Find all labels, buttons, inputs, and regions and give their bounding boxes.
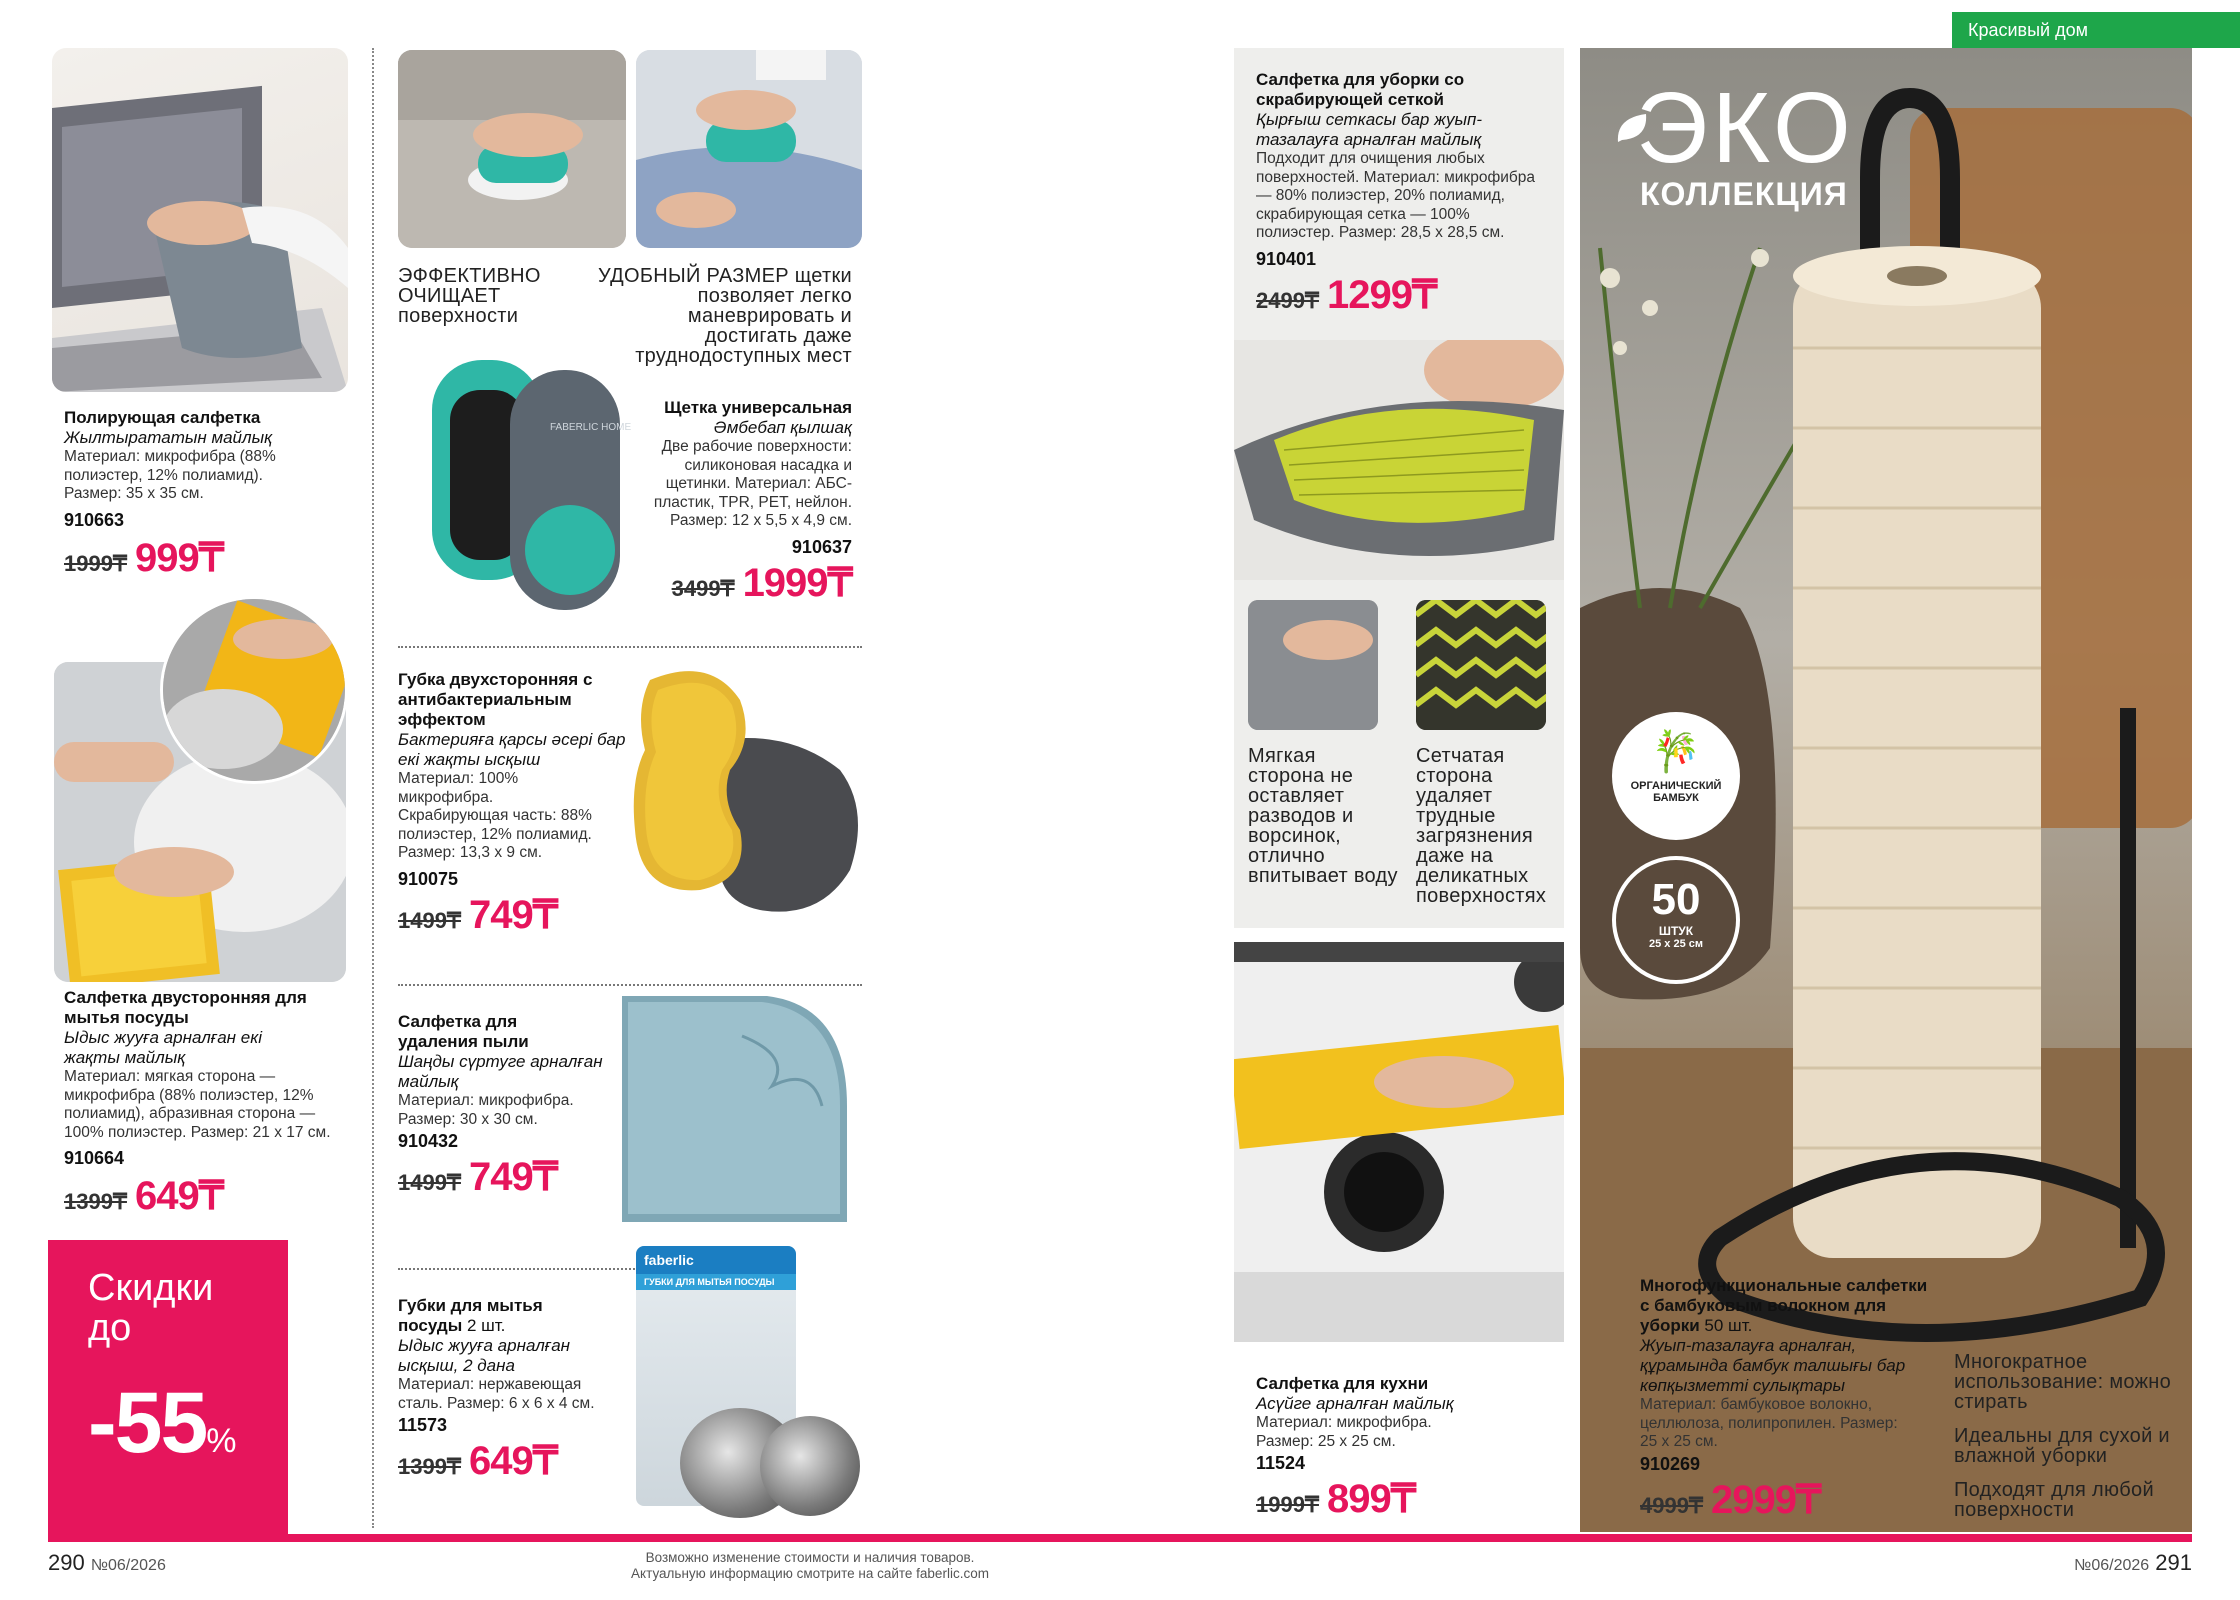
divider-dust	[398, 1268, 638, 1270]
caption-reusable: Многократное использование: можно стирать	[1954, 1351, 2172, 1413]
steel-title	[398, 1296, 578, 1336]
badge-unit: ШТУК	[1658, 924, 1694, 938]
sponge-desc: Материал: 100% микрофибра. Скрабирующая часть: 88% полиэстер, 12% полиамид. Размер: 13,3 x 9 см.	[398, 770, 592, 861]
scrub-cloth-photo	[1234, 340, 1564, 580]
polish-desc: Материал: микрофибра (88% полиэстер, 12% полиамид). Размер: 35 x 35 см.	[64, 448, 276, 502]
footer-left-page	[48, 1550, 166, 1576]
polish-title: Полирующая салфетка	[64, 408, 261, 427]
brush-brand-text: FABERLIC HOME	[550, 422, 632, 433]
steel-kz-title: Ыдыс жууға арналған ысқыш, 2 дана	[398, 1336, 571, 1375]
footer-note-line2: Актуальную информацию смотрите на сайте faberlic.com	[631, 1566, 989, 1581]
kitchen-old-price: 1999₸	[1256, 1492, 1319, 1517]
right-page-number: 291	[2155, 1550, 2192, 1575]
kitchen-stove-photo	[1234, 942, 1564, 1342]
bamboo-title-text: Многофункциональные салфетки с бамбуковым волокном для уборки	[1640, 1276, 1928, 1335]
sponge-product-image	[620, 660, 870, 930]
brush-kz-title: Әмбебап қылшақ	[713, 418, 852, 437]
divider-brush	[398, 646, 862, 648]
polish-code: 910663	[64, 509, 125, 530]
promo-percent: %	[206, 1422, 237, 1460]
sponge-new-price: 749₸	[468, 892, 558, 937]
bamboo-code: 910269	[1640, 1453, 1701, 1474]
left-issue: №06/2026	[90, 1557, 166, 1574]
bamboo-old-price: 4999₸	[1640, 1492, 1703, 1518]
bamboo-kz-title: Жуып-тазалауға арналған, құрамында бамбук талшығы бар көпқызметті сулықтары	[1640, 1336, 1906, 1395]
footer-right-page	[2074, 1550, 2192, 1576]
dish-code: 910664	[64, 1148, 125, 1168]
kitchen-title: Салфетка для кухни	[1256, 1374, 1429, 1393]
bamboo-new-price: 2999₸	[1710, 1477, 1821, 1522]
scrub-title: Салфетка для уборки со скрабирующей сеткой	[1256, 70, 1465, 109]
sponge-old-price: 1499₸	[398, 907, 461, 933]
promo-value: -55	[88, 1375, 207, 1471]
scrub-old-price: 2499₸	[1256, 287, 1319, 313]
sponge-code: 910075	[398, 868, 459, 889]
bamboo-title-suffix: 50 шт.	[1704, 1316, 1753, 1335]
caption-any-surface: Подходят для любой поверхности	[1954, 1479, 2154, 1521]
steel-title-suffix: 2 шт.	[466, 1316, 506, 1335]
eco-word: ЭКО	[1636, 72, 1855, 184]
dust-old-price: 1499₸	[398, 1170, 461, 1195]
steel-new-price: 649₸	[468, 1439, 558, 1483]
sponge-title: Губка двухсторонняя с антибактериальным эффектом	[398, 670, 593, 729]
dish-title: Салфетка двусторонняя для мытья посуды	[64, 988, 307, 1027]
footer-note	[560, 1550, 1060, 1582]
dish-cloth-inset-photo	[160, 596, 348, 784]
organic-bamboo-badge	[1612, 712, 1740, 840]
badge-size: 25 x 25 см	[1648, 938, 1703, 950]
kitchen-code: 11524	[1256, 1453, 1306, 1473]
caption-mesh-side: Сетчатая сторона удаляет трудные загрязнения даже на деликатных поверхностях	[1416, 745, 1547, 907]
dish-kz-title: Ыдыс жууға арналған екі жақты майлық	[64, 1028, 263, 1067]
badge-count: 50	[1651, 875, 1701, 924]
section-tag: Красивый дом	[1952, 12, 2240, 48]
promo-line1: Скидки	[88, 1267, 214, 1309]
caption-soft-side: Мягкая сторона не оставляет разводов и ворсинок, отлично впитывает воду	[1248, 745, 1398, 887]
brush-shirt-photo	[636, 50, 862, 248]
dust-new-price: 749₸	[468, 1155, 558, 1199]
brush-title: Щетка универсальная	[664, 398, 852, 417]
steel-code: 11573	[398, 1415, 448, 1435]
dust-cloth-image	[622, 996, 852, 1222]
count-badge	[1612, 856, 1740, 984]
dust-desc: Материал: микрофибра. Размер: 30 x 30 см.	[398, 1092, 574, 1128]
kitchen-new-price: 899₸	[1326, 1477, 1416, 1521]
dish-new-price: 649₸	[134, 1174, 224, 1218]
bamboo-desc: Материал: бамбуковое волокно, целлюлоза, полипропилен. Размер: 25 x 25 см.	[1640, 1396, 1898, 1450]
scrub-desc: Подходит для очищения любых поверхностей. Материал: микрофибра — 80% полиэстер, 20% полиамид, скрабирующая сетка — 100% полиэстер. Размер: 28,5 x 28,5 см.	[1256, 150, 1535, 241]
promo-line2: до	[88, 1307, 132, 1349]
divider-sponge	[398, 984, 862, 986]
left-page-number: 290	[48, 1550, 85, 1575]
brush-desc: Две рабочие поверхности: силиконовая насадка и щетинки. Материал: АБС-пластик, TPR, PET, нейлон. Размер: 12 x 5,5 x 4,9 см.	[653, 438, 852, 529]
scrub-code: 910401	[1256, 248, 1317, 269]
scrub-new-price: 1299₸	[1326, 272, 1437, 317]
brush-old-price: 3499₸	[671, 575, 735, 601]
discount-promo-box	[48, 1240, 288, 1540]
brush-new-price: 1999₸	[742, 560, 852, 605]
kitchen-desc: Материал: микрофибра. Размер: 25 x 25 см.	[1256, 1414, 1432, 1450]
steel-title-text: Губки для мытья посуды	[398, 1296, 543, 1335]
right-issue: №06/2026	[2074, 1557, 2150, 1574]
eco-collection: КОЛЛЕКЦИЯ	[1640, 176, 1848, 212]
brush-code: 910637	[791, 536, 852, 557]
caption-dry-wet: Идеальны для сухой и влажной уборки	[1954, 1425, 2170, 1467]
kitchen-kz-title: Асүйге арналған майлық	[1256, 1394, 1454, 1413]
polish-cloth-photo	[52, 48, 348, 392]
steel-pack-label: ГУБКИ ДЛЯ МЫТЬЯ ПОСУДЫ	[636, 1274, 796, 1290]
bamboo-leaf-icon: 🎋	[1651, 730, 1701, 774]
steel-old-price: 1399₸	[398, 1454, 461, 1479]
dust-kz-title: Шаңды сүртуге арналған майлық	[398, 1052, 603, 1091]
polish-kz-title: Жылтырататын майлық	[64, 428, 273, 447]
bamboo-title	[1640, 1276, 1930, 1336]
steel-desc: Материал: нержавеющая сталь. Размер: 6 x 6 x 4 см.	[398, 1376, 595, 1412]
brush-product-image	[420, 350, 640, 630]
mesh-side-photo	[1416, 600, 1546, 730]
footer-note-line1: Возможно изменение стоимости и наличия товаров.	[645, 1550, 975, 1565]
badge-organic-text: ОРГАНИЧЕСКИЙ БАМБУК	[1630, 780, 1722, 804]
sponge-kz-title: Бактерияға қарсы әсері бар екі жақты ысқыш	[398, 730, 626, 769]
footer-pink-bar	[48, 1534, 2192, 1542]
scrub-kz-title: Қырғыш сеткасы бар жуып-тазалауға арналған майлық	[1256, 110, 1482, 149]
polish-new-price: 999₸	[134, 535, 224, 580]
soft-side-photo	[1248, 600, 1378, 730]
dust-code: 910432	[398, 1131, 459, 1151]
steel-sponge-ball-2	[760, 1416, 860, 1516]
column-divider	[372, 48, 374, 1528]
caption-size: УДОБНЫЙ РАЗМЕР щетки позволяет легко маневрировать и достигать даже труднодоступных мест	[598, 265, 852, 367]
polish-old-price: 1999₸	[64, 550, 127, 576]
dust-title: Салфетка для удаления пыли	[398, 1012, 529, 1051]
dish-desc: Материал: мягкая сторона — микрофибра (88% полиэстер, 12% полиамид), абразивная сторона — 100% полиэстер. Размер: 21 x 17 см.	[64, 1068, 331, 1141]
steel-pack-brand: faberlic	[636, 1246, 796, 1274]
brush-sofa-photo	[398, 50, 626, 248]
caption-effective: ЭФФЕКТИВНО ОЧИЩАЕТ поверхности	[398, 265, 541, 327]
dish-old-price: 1399₸	[64, 1189, 127, 1214]
